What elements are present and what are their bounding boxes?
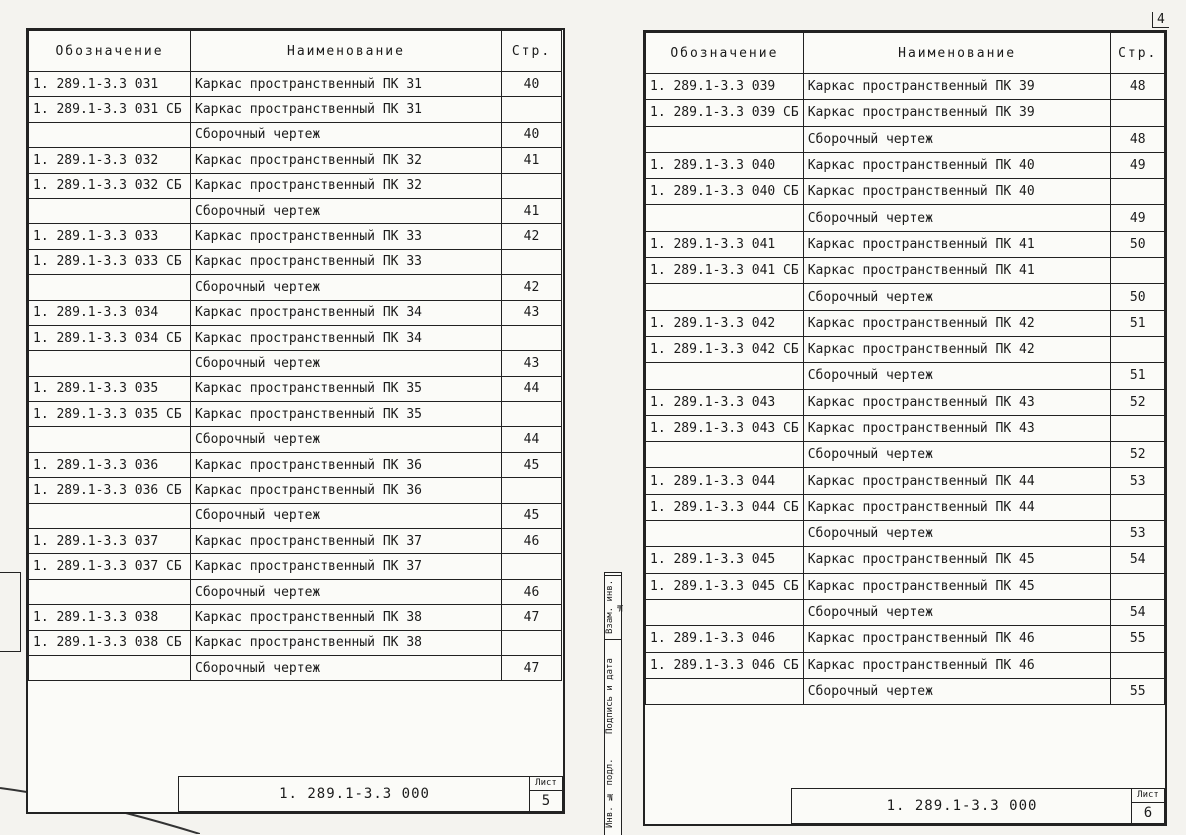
- table-row: [29, 605, 562, 630]
- row-name: Каркас пространственный ПК 34: [191, 300, 502, 325]
- row-page: 43: [502, 351, 562, 376]
- row-name: Сборочный чертеж: [803, 284, 1111, 310]
- table-row: [29, 478, 562, 503]
- row-code: 1. 289.1-3.3 042 СБ: [646, 336, 804, 362]
- row-page: 55: [1111, 626, 1165, 652]
- table-row: [29, 579, 562, 604]
- table-row: [29, 427, 562, 452]
- row-code: 1. 289.1-3.3 038: [29, 605, 191, 630]
- row-code: 1. 289.1-3.3 034 СБ: [29, 325, 191, 350]
- table-row: [646, 652, 1165, 678]
- row-name: Каркас пространственный ПК 43: [803, 415, 1111, 441]
- row-code: 1. 289.1-3.3 036 СБ: [29, 478, 191, 503]
- table-row: [646, 336, 1165, 362]
- row-page: 41: [502, 148, 562, 173]
- table-row: [646, 573, 1165, 599]
- row-code: 1. 289.1-3.3 040 СБ: [646, 179, 804, 205]
- table-row: [29, 122, 562, 147]
- contents-table-right: [645, 32, 1165, 705]
- row-code: [29, 579, 191, 604]
- header-name: Наименование: [803, 33, 1111, 74]
- row-code: 1. 289.1-3.3 045: [646, 547, 804, 573]
- row-code: 1. 289.1-3.3 032 СБ: [29, 173, 191, 198]
- table-row: [29, 173, 562, 198]
- row-code: 1. 289.1-3.3 041: [646, 231, 804, 257]
- table-row: [646, 468, 1165, 494]
- row-page: 51: [1111, 363, 1165, 389]
- label-sign-date: Подпись и дата: [605, 639, 621, 752]
- table-row: [29, 224, 562, 249]
- table-row: [646, 415, 1165, 441]
- row-code: 1. 289.1-3.3 039 СБ: [646, 100, 804, 126]
- row-name: Каркас пространственный ПК 38: [191, 605, 502, 630]
- table-row: [646, 626, 1165, 652]
- row-name: Сборочный чертеж: [191, 198, 502, 223]
- row-name: Сборочный чертеж: [803, 205, 1111, 231]
- title-block-right: [791, 788, 1165, 824]
- row-page: 46: [502, 579, 562, 604]
- row-code: 1. 289.1-3.3 045 СБ: [646, 573, 804, 599]
- row-code: 1. 289.1-3.3 033: [29, 224, 191, 249]
- row-code: [29, 198, 191, 223]
- row-page: 55: [1111, 678, 1165, 704]
- row-page: 44: [502, 376, 562, 401]
- row-name: Сборочный чертеж: [803, 442, 1111, 468]
- row-name: Каркас пространственный ПК 36: [191, 478, 502, 503]
- table-row: [29, 402, 562, 427]
- row-name: Каркас пространственный ПК 33: [191, 224, 502, 249]
- table-row: [646, 363, 1165, 389]
- row-page: 49: [1111, 152, 1165, 178]
- row-page: [502, 173, 562, 198]
- row-name: Каркас пространственный ПК 46: [803, 652, 1111, 678]
- row-name: Сборочный чертеж: [191, 427, 502, 452]
- contents-table-left: [28, 30, 562, 681]
- row-code: 1. 289.1-3.3 037: [29, 529, 191, 554]
- row-code: [29, 503, 191, 528]
- row-code: 1. 289.1-3.3 031: [29, 72, 191, 97]
- row-page: 50: [1111, 231, 1165, 257]
- row-page: 53: [1111, 468, 1165, 494]
- row-page: 40: [502, 72, 562, 97]
- row-name: Сборочный чертеж: [191, 351, 502, 376]
- row-name: Сборочный чертеж: [191, 275, 502, 300]
- row-page: [502, 554, 562, 579]
- table-row: [646, 231, 1165, 257]
- row-name: Каркас пространственный ПК 39: [803, 100, 1111, 126]
- table-row: [29, 503, 562, 528]
- row-name: Каркас пространственный ПК 33: [191, 249, 502, 274]
- row-page: 50: [1111, 284, 1165, 310]
- row-page: 54: [1111, 547, 1165, 573]
- row-name: Каркас пространственный ПК 31: [191, 72, 502, 97]
- row-name: Сборочный чертеж: [191, 503, 502, 528]
- row-code: 1. 289.1-3.3 040: [646, 152, 804, 178]
- row-name: Каркас пространственный ПК 40: [803, 179, 1111, 205]
- table-row: [646, 126, 1165, 152]
- row-page: [1111, 100, 1165, 126]
- row-code: [29, 427, 191, 452]
- row-code: 1. 289.1-3.3 046: [646, 626, 804, 652]
- label-inv-replacement: Взам. инв. №: [605, 575, 621, 638]
- header-page: Стр.: [1111, 33, 1165, 74]
- sheet-number-box: [529, 777, 562, 811]
- row-name: Каркас пространственный ПК 45: [803, 547, 1111, 573]
- row-page: 52: [1111, 389, 1165, 415]
- row-name: Каркас пространственный ПК 41: [803, 258, 1111, 284]
- row-name: Сборочный чертеж: [191, 579, 502, 604]
- doc-number: 1. 289.1-3.3 000: [279, 786, 430, 802]
- row-page: [1111, 573, 1165, 599]
- table-row: [29, 452, 562, 477]
- row-name: Каркас пространственный ПК 35: [191, 376, 502, 401]
- sheet-number: 5: [541, 793, 551, 809]
- row-code: [646, 363, 804, 389]
- row-page: [502, 97, 562, 122]
- row-page: 45: [502, 452, 562, 477]
- table-row: [646, 258, 1165, 284]
- row-name: Каркас пространственный ПК 37: [191, 554, 502, 579]
- row-page: 51: [1111, 310, 1165, 336]
- row-page: [502, 630, 562, 655]
- table-row: [646, 205, 1165, 231]
- row-page: 46: [502, 529, 562, 554]
- table-row: [646, 494, 1165, 520]
- row-name: Каркас пространственный ПК 36: [191, 452, 502, 477]
- row-page: 47: [502, 605, 562, 630]
- table-row: [646, 599, 1165, 625]
- row-code: 1. 289.1-3.3 033 СБ: [29, 249, 191, 274]
- row-name: Каркас пространственный ПК 32: [191, 173, 502, 198]
- table-row: [646, 179, 1165, 205]
- row-page: 40: [502, 122, 562, 147]
- row-code: 1. 289.1-3.3 044 СБ: [646, 494, 804, 520]
- table-row: [29, 325, 562, 350]
- row-page: 45: [502, 503, 562, 528]
- row-code: 1. 289.1-3.3 036: [29, 452, 191, 477]
- table-row: [646, 547, 1165, 573]
- row-page: 47: [502, 655, 562, 680]
- row-code: [646, 521, 804, 547]
- row-page: [502, 402, 562, 427]
- label-inv-original: Инв. № подл.: [605, 758, 615, 828]
- row-page: 53: [1111, 521, 1165, 547]
- row-page: [502, 325, 562, 350]
- row-code: 1. 289.1-3.3 039: [646, 74, 804, 100]
- row-code: 1. 289.1-3.3 041 СБ: [646, 258, 804, 284]
- table-row: [29, 97, 562, 122]
- row-page: [1111, 494, 1165, 520]
- sheet-number: 6: [1143, 805, 1153, 821]
- row-page: [502, 478, 562, 503]
- row-code: 1. 289.1-3.3 035 СБ: [29, 402, 191, 427]
- sheet-right: [643, 30, 1167, 826]
- side-approval-strip: [604, 572, 625, 835]
- header-name: Наименование: [191, 31, 502, 72]
- table-row: [29, 351, 562, 376]
- row-page: [502, 249, 562, 274]
- header-code: Обозначение: [646, 33, 804, 74]
- row-name: Сборочный чертеж: [803, 599, 1111, 625]
- row-code: [646, 284, 804, 310]
- doc-number: 1. 289.1-3.3 000: [886, 798, 1038, 814]
- row-code: [646, 205, 804, 231]
- row-name: Каркас пространственный ПК 31: [191, 97, 502, 122]
- row-page: 41: [502, 198, 562, 223]
- row-page: 48: [1111, 126, 1165, 152]
- row-name: Каркас пространственный ПК 42: [803, 310, 1111, 336]
- header-code: Обозначение: [29, 31, 191, 72]
- row-name: Сборочный чертеж: [803, 521, 1111, 547]
- row-name: Каркас пространственный ПК 46: [803, 626, 1111, 652]
- row-name: Каркас пространственный ПК 32: [191, 148, 502, 173]
- row-name: Каркас пространственный ПК 37: [191, 529, 502, 554]
- row-page: 43: [502, 300, 562, 325]
- table-row: [646, 389, 1165, 415]
- row-code: [646, 678, 804, 704]
- row-name: Сборочный чертеж: [803, 678, 1111, 704]
- title-block-left: [178, 776, 563, 812]
- sheet-left: [26, 28, 565, 814]
- row-page: 42: [502, 224, 562, 249]
- table-row: [646, 284, 1165, 310]
- row-code: 1. 289.1-3.3 043: [646, 389, 804, 415]
- table-row: [29, 198, 562, 223]
- row-name: Каркас пространственный ПК 34: [191, 325, 502, 350]
- table-row: [29, 376, 562, 401]
- table-row: [29, 275, 562, 300]
- row-code: [29, 655, 191, 680]
- header-row: [646, 33, 1165, 74]
- row-name: Каркас пространственный ПК 39: [803, 74, 1111, 100]
- row-page: [1111, 336, 1165, 362]
- table-row: [29, 529, 562, 554]
- sheet-label: Лист: [1132, 789, 1164, 803]
- table-row: [29, 72, 562, 97]
- row-name: Каркас пространственный ПК 45: [803, 573, 1111, 599]
- table-row: [29, 249, 562, 274]
- row-code: 1. 289.1-3.3 038 СБ: [29, 630, 191, 655]
- row-code: 1. 289.1-3.3 037 СБ: [29, 554, 191, 579]
- row-code: [646, 442, 804, 468]
- row-name: Каркас пространственный ПК 35: [191, 402, 502, 427]
- row-code: [29, 275, 191, 300]
- row-name: Каркас пространственный ПК 43: [803, 389, 1111, 415]
- table-row: [646, 442, 1165, 468]
- corner-page-number: 4: [1152, 12, 1169, 28]
- row-name: Каркас пространственный ПК 41: [803, 231, 1111, 257]
- row-code: 1. 289.1-3.3 043 СБ: [646, 415, 804, 441]
- row-code: 1. 289.1-3.3 032: [29, 148, 191, 173]
- row-page: 54: [1111, 599, 1165, 625]
- table-row: [646, 678, 1165, 704]
- table-row: [29, 655, 562, 680]
- row-code: [29, 351, 191, 376]
- row-code: 1. 289.1-3.3 046 СБ: [646, 652, 804, 678]
- row-page: [1111, 652, 1165, 678]
- row-code: 1. 289.1-3.3 035: [29, 376, 191, 401]
- row-page: [1111, 179, 1165, 205]
- row-page: [1111, 415, 1165, 441]
- row-code: [29, 122, 191, 147]
- table-row: [29, 630, 562, 655]
- row-page: 48: [1111, 74, 1165, 100]
- header-page: Стр.: [502, 31, 562, 72]
- row-code: [646, 599, 804, 625]
- row-name: Сборочный чертеж: [191, 122, 502, 147]
- sheet-label: Лист: [530, 777, 562, 791]
- row-name: Каркас пространственный ПК 44: [803, 468, 1111, 494]
- row-name: Каркас пространственный ПК 38: [191, 630, 502, 655]
- row-name: Каркас пространственный ПК 42: [803, 336, 1111, 362]
- row-name: Сборочный чертеж: [803, 126, 1111, 152]
- table-row: [646, 74, 1165, 100]
- row-code: 1. 289.1-3.3 042: [646, 310, 804, 336]
- row-page: 49: [1111, 205, 1165, 231]
- row-page: 42: [502, 275, 562, 300]
- table-row: [646, 152, 1165, 178]
- sheet-number-box: [1131, 789, 1164, 823]
- row-page: [1111, 258, 1165, 284]
- margin-frame-stub: [0, 572, 21, 652]
- row-name: Сборочный чертеж: [191, 655, 502, 680]
- row-code: 1. 289.1-3.3 031 СБ: [29, 97, 191, 122]
- header-row: [29, 31, 562, 72]
- table-row: [646, 310, 1165, 336]
- row-page: 52: [1111, 442, 1165, 468]
- table-row: [29, 148, 562, 173]
- row-code: [646, 126, 804, 152]
- table-row: [29, 554, 562, 579]
- table-row: [29, 300, 562, 325]
- table-row: [646, 521, 1165, 547]
- row-name: Сборочный чертеж: [803, 363, 1111, 389]
- row-code: 1. 289.1-3.3 034: [29, 300, 191, 325]
- table-row: [646, 100, 1165, 126]
- row-code: 1. 289.1-3.3 044: [646, 468, 804, 494]
- row-name: Каркас пространственный ПК 40: [803, 152, 1111, 178]
- row-page: 44: [502, 427, 562, 452]
- row-name: Каркас пространственный ПК 44: [803, 494, 1111, 520]
